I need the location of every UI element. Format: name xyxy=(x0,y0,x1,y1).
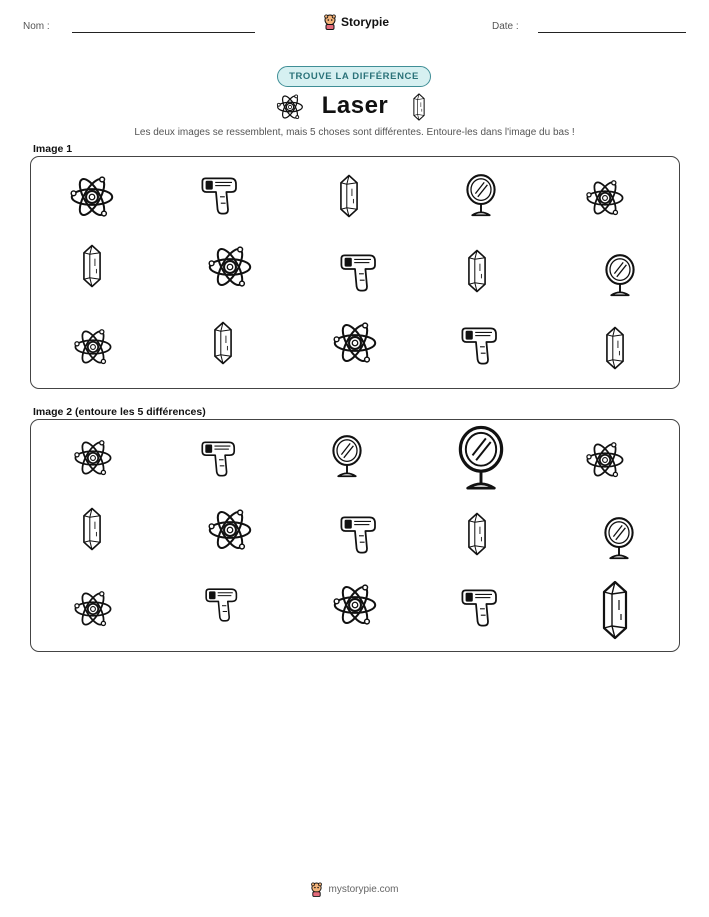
storypie-mascot-icon xyxy=(310,882,323,897)
barcode-scanner-icon xyxy=(460,586,500,630)
mirror-icon xyxy=(603,516,635,562)
mirror-icon[interactable] xyxy=(456,425,506,493)
barcode-scanner-icon xyxy=(339,251,379,295)
barcode-scanner-icon xyxy=(460,324,500,368)
atom-icon xyxy=(73,589,113,629)
barcode-scanner-icon xyxy=(200,174,240,218)
footer-link[interactable]: mystorypie.com xyxy=(328,884,399,895)
instructions: Les deux images se ressemblent, mais 5 choses sont différentes. Entoure-les dans l'image du bas ! xyxy=(134,127,575,138)
crystal-icon xyxy=(466,510,488,558)
brand-logo xyxy=(323,14,389,30)
mirror-icon xyxy=(604,253,636,299)
page-title: Laser xyxy=(321,92,389,119)
activity-badge: TROUVE LA DIFFÉRENCE xyxy=(277,66,431,87)
atom-icon xyxy=(585,440,625,480)
atom-icon xyxy=(73,327,113,367)
atom-icon xyxy=(73,438,113,478)
atom-icon xyxy=(69,174,115,220)
atom-icon xyxy=(207,244,253,290)
mirror-icon xyxy=(331,434,363,480)
name-label: Nom : xyxy=(23,21,50,32)
brand-name: Storypie xyxy=(341,15,390,29)
name-line[interactable] xyxy=(72,32,255,33)
image2-label: Image 2 (entoure les 5 différences) xyxy=(33,406,206,418)
atom-icon xyxy=(332,582,378,628)
crystal-icon xyxy=(466,247,488,295)
crystal-icon xyxy=(338,172,360,220)
image1-label: Image 1 xyxy=(33,143,73,155)
mirror-icon xyxy=(465,173,497,219)
crystal-icon[interactable] xyxy=(600,576,630,644)
atom-icon xyxy=(207,507,253,553)
storypie-mascot-icon xyxy=(323,14,337,30)
barcode-scanner-icon xyxy=(339,513,379,557)
date-line[interactable] xyxy=(538,32,686,33)
atom-icon xyxy=(585,178,625,218)
atom-icon xyxy=(332,320,378,366)
crystal-icon xyxy=(604,324,626,372)
barcode-scanner-icon xyxy=(200,438,238,480)
title-crystal-icon xyxy=(412,93,426,121)
crystal-icon xyxy=(212,319,234,367)
date-label: Date : xyxy=(492,21,519,32)
crystal-icon xyxy=(81,505,103,553)
crystal-icon xyxy=(81,242,103,290)
footer xyxy=(0,882,709,897)
barcode-scanner-icon[interactable] xyxy=(204,585,240,625)
